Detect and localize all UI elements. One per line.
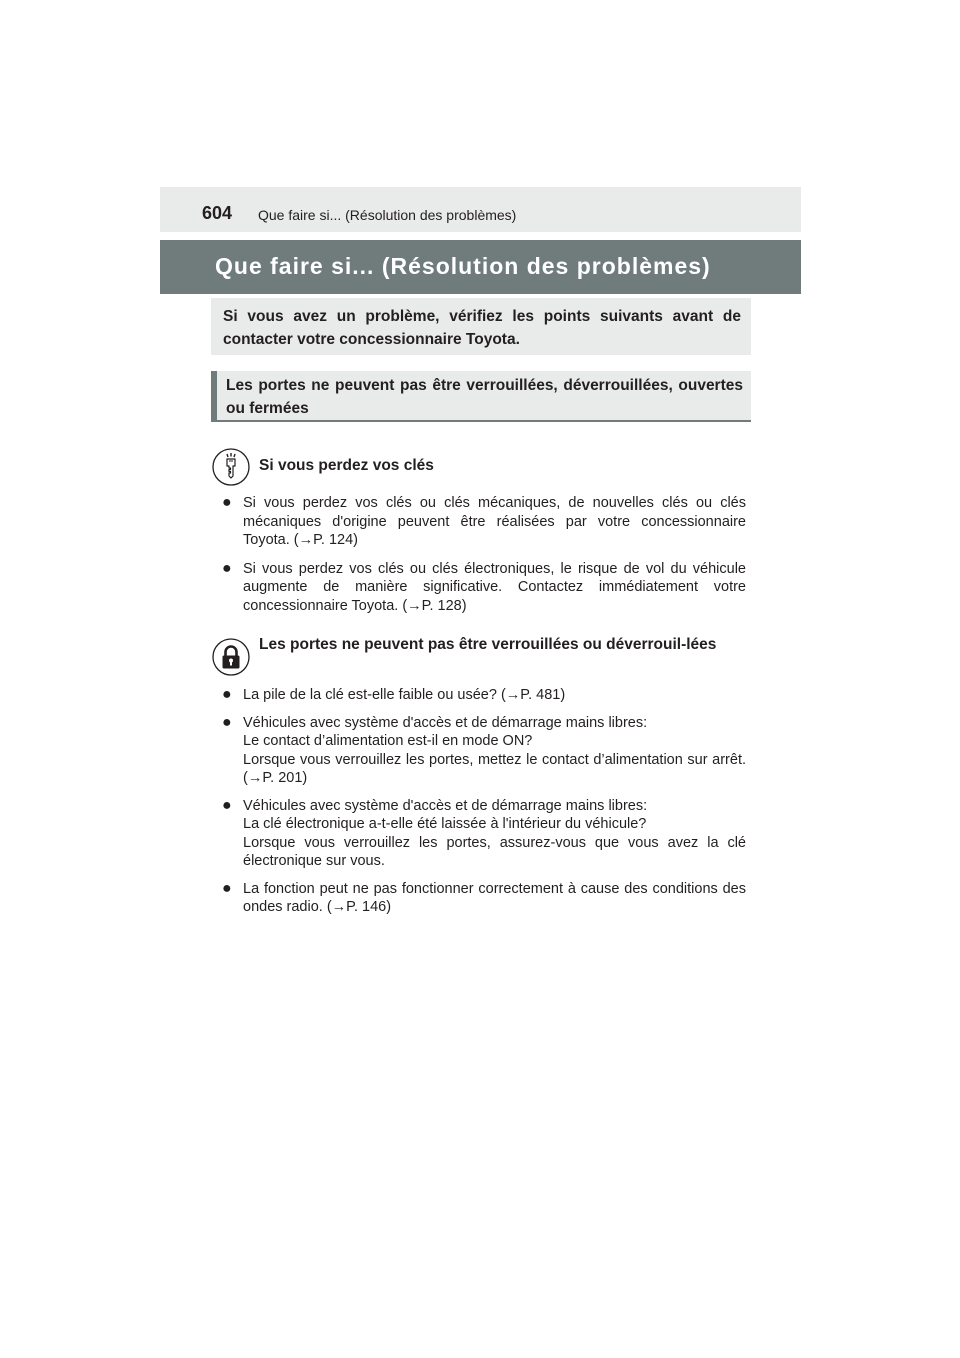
list-item-line: La clé électronique a-t-elle été laissée à l'intérieur du véhicule? [243, 816, 647, 832]
subsection-heading-doors-lock: Les portes ne peuvent pas être verrouillées ou déverrouil-lées [259, 636, 717, 653]
list-item [224, 797, 746, 871]
list-item-line: Lorsque vous verrouillez les portes, mettez le contact d’alimentation sur arrêt. (→P. 201) [243, 751, 746, 786]
section-heading: Les portes ne peuvent pas être verrouillées, déverrouillées, ouvertes ou fermées [226, 377, 743, 417]
list-item-line: Le contact d’alimentation est-il en mode ON? [243, 733, 533, 749]
list-item-line: Lorsque vous verrouillez les portes, assurez-vous que vous avez la clé électronique sur vous. [243, 834, 746, 869]
list-item [224, 714, 746, 788]
list-item-line: ● Véhicules avec système d'accès et de démarrage mains libres: [243, 714, 648, 731]
section-heading-box [211, 371, 751, 422]
running-head: Que faire si... (Résolution des problèmes) [258, 207, 517, 223]
list-item: ● La pile de la clé est-elle faible ou usée? (→P. 481) [224, 686, 746, 705]
intro-box [211, 298, 751, 355]
intro-text: Si vous avez un problème, vérifiez les points suivants avant de contacter votre concessionnaire Toyota. [223, 308, 741, 348]
subsection-heading-lost-keys: Si vous perdez vos clés [259, 457, 434, 474]
list-item: ● Si vous perdez vos clés ou clés électroniques, le risque de vol du véhicule augmente de manière significative. Contactez immédiatement votre concessionnaire Toyota. (→P. 128) [224, 560, 746, 616]
lock-icon [212, 638, 250, 676]
bullet-list-lost-keys [224, 494, 746, 615]
list-item: ● La fonction peut ne pas fonctionner correctement à cause des conditions des ondes radio. (→P. 146) [224, 880, 746, 917]
page-number: 604 [202, 203, 233, 223]
list-item: ● Si vous perdez vos clés ou clés mécaniques, de nouvelles clés ou clés mécaniques d'origine peuvent être réalisées par votre concessionnaire Toyota. (→P. 124) [224, 494, 746, 550]
key-icon [212, 448, 250, 486]
list-item-line: ● Véhicules avec système d'accès et de démarrage mains libres: [243, 797, 648, 814]
page-title: Que faire si... (Résolution des problèmes) [215, 253, 711, 279]
bullet-list-doors-lock [224, 686, 746, 917]
